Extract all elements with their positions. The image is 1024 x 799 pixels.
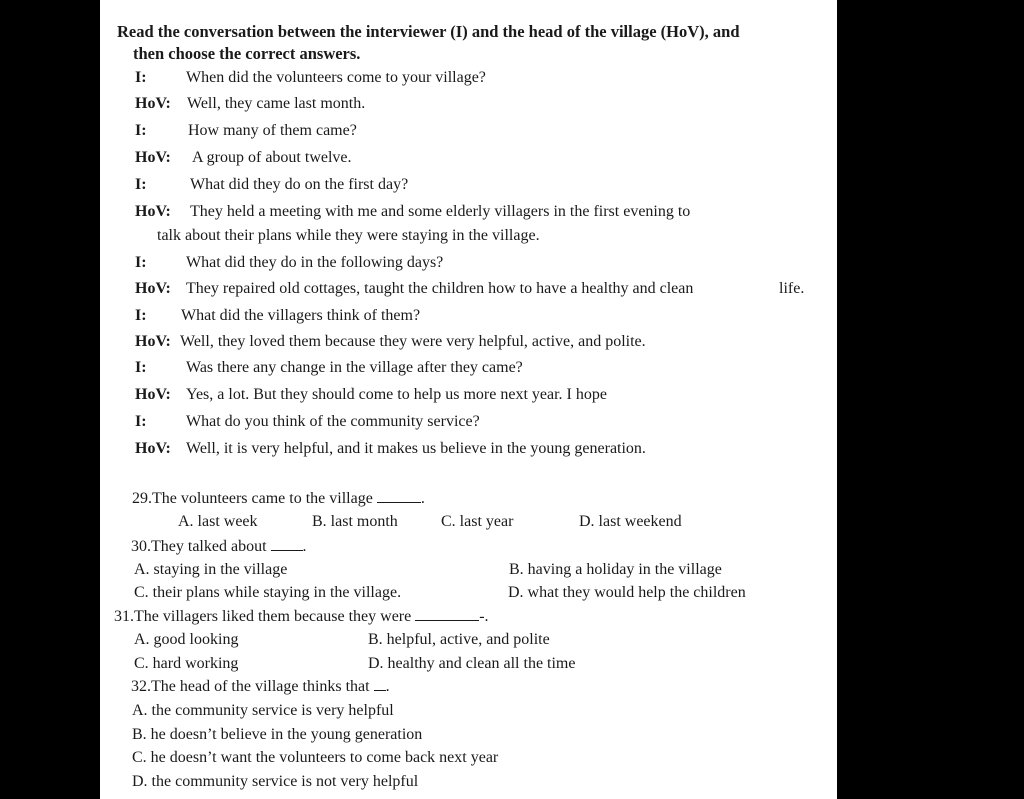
option-32-d: D. the community service is not very helpful <box>132 773 419 790</box>
dialogue-text: Well, they loved them because they were very helpful, active, and polite. <box>180 333 646 350</box>
dialogue-text: When did the volunteers come to your village? <box>186 69 486 86</box>
option-32-b: B. he doesn’t believe in the young generation <box>132 726 423 743</box>
speaker-label: HoV: <box>135 149 171 166</box>
dialogue-tail: life. <box>779 280 805 297</box>
dialogue-text: What do you think of the community service? <box>186 413 480 430</box>
dialogue-text: What did the villagers think of them? <box>181 307 421 324</box>
question-29-stem: 29.The volunteers came to the village . <box>132 490 425 507</box>
option-31-c: C. hard working <box>134 655 239 672</box>
option-29-a: A. last week <box>178 513 258 530</box>
dialogue-continuation: talk about their plans while they were staying in the village. <box>157 227 540 244</box>
question-30-stem: 30.They talked about . <box>131 538 307 555</box>
option-32-c: C. he doesn’t want the volunteers to come back next year <box>132 749 499 766</box>
dialogue-text: What did they do on the first day? <box>190 176 409 193</box>
dialogue-text: How many of them came? <box>188 122 357 139</box>
dialogue-text: Yes, a lot. But they should come to help us more next year. I hope <box>186 386 607 403</box>
speaker-label: I: <box>135 176 147 193</box>
option-30-b: B. having a holiday in the village <box>509 561 722 578</box>
speaker-label: HoV: <box>135 95 171 112</box>
option-29-c: C. last year <box>441 513 514 530</box>
speaker-label: I: <box>135 307 147 324</box>
option-29-d: D. last weekend <box>579 513 682 530</box>
dialogue-text: Was there any change in the village after they came? <box>186 359 523 376</box>
option-30-c: C. their plans while staying in the village. <box>134 584 402 601</box>
instructions-line-1: Read the conversation between the interviewer (I) and the head of the village (HoV), and <box>117 22 740 41</box>
dialogue-text: A group of about twelve. <box>192 149 352 166</box>
speaker-label: HoV: <box>135 386 171 403</box>
option-31-a: A. good looking <box>134 631 239 648</box>
speaker-label: I: <box>135 413 147 430</box>
speaker-label: HoV: <box>135 203 171 220</box>
answer-blank <box>271 538 303 551</box>
instructions-line-2: then choose the correct answers. <box>133 44 361 63</box>
worksheet-page <box>100 0 837 799</box>
answer-blank <box>374 678 386 691</box>
answer-blank <box>377 490 421 503</box>
option-32-a: A. the community service is very helpful <box>132 702 394 719</box>
option-30-a: A. staying in the village <box>134 561 288 578</box>
speaker-label: I: <box>135 359 147 376</box>
speaker-label: I: <box>135 254 147 271</box>
speaker-label: I: <box>135 122 147 139</box>
option-31-b: B. helpful, active, and polite <box>368 631 550 648</box>
speaker-label: HoV: <box>135 333 171 350</box>
dialogue-text: What did they do in the following days? <box>186 254 444 271</box>
dialogue-text: Well, they came last month. <box>187 95 366 112</box>
speaker-label: I: <box>135 69 147 86</box>
speaker-label: HoV: <box>135 280 171 297</box>
dialogue-text: They held a meeting with me and some elderly villagers in the first evening to <box>190 203 691 220</box>
answer-blank <box>415 608 479 621</box>
option-31-d: D. healthy and clean all the time <box>368 655 576 672</box>
speaker-label: HoV: <box>135 440 171 457</box>
dialogue-text: They repaired old cottages, taught the children how to have a healthy and clean <box>186 280 694 297</box>
question-31-stem: 31.The villagers liked them because they were -. <box>114 608 489 625</box>
option-30-d: D. what they would help the children <box>508 584 746 601</box>
question-32-stem: 32.The head of the village thinks that . <box>131 678 390 695</box>
option-29-b: B. last month <box>312 513 398 530</box>
dialogue-text: Well, it is very helpful, and it makes us believe in the young generation. <box>186 440 646 457</box>
